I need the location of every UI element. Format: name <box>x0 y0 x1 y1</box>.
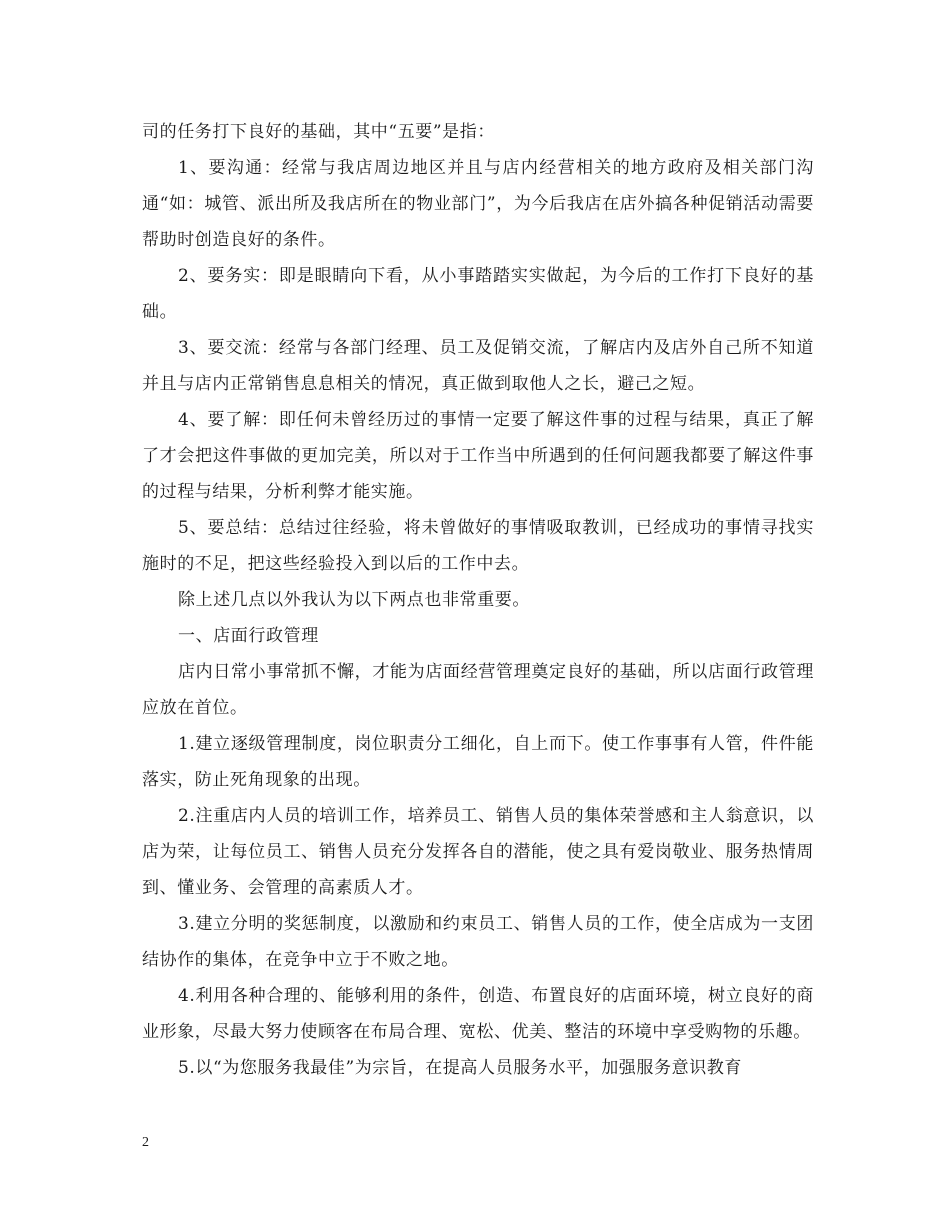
paragraph-understand: 4、要了解：即任何未曾经历过的事情一定要了解这件事的过程与结果，真正了解了才会把这件事做的更加完美，所以对于工作当中所遇到的任何问题我都要了解这件事的过程与结果，分析利弊才能实施。 <box>142 410 814 502</box>
paragraph-summarize: 5、要总结：总结过往经验，将未曾做好的事情吸取教训，已经成功的事情寻找实施时的不足，把这些经验投入到以后的工作中去。 <box>142 518 814 574</box>
paragraph-item-4: 4.利用各种合理的、能够利用的条件，创造、布置良好的店面环境，树立良好的商业形象，尽最大努力使顾客在布局合理、宽松、优美、整洁的环境中享受购物的乐趣。 <box>142 986 814 1042</box>
paragraph-continuation: 司的任务打下良好的基础，其中“五要”是指： <box>142 122 495 142</box>
paragraph-transition: 除上述几点以外我认为以下两点也非常重要。 <box>178 590 530 610</box>
paragraph-admin-intro: 店内日常小事常抓不懈，才能为店面经营管理奠定良好的基础，所以店面行政管理应放在首位。 <box>142 662 814 718</box>
paragraph-exchange: 3、要交流：经常与各部门经理、员工及促销交流，了解店内及店外自己所不知道并且与店内正常销售息息相关的情况，真正做到取他人之长，避己之短。 <box>142 338 814 394</box>
paragraph-item-2: 2.注重店内人员的培训工作，培养员工、销售人员的集体荣誉感和主人翁意识，以店为荣，让每位员工、销售人员充分发挥各自的潜能，使之具有爱岗敬业、服务热情周到、懂业务、会管理的高素质人才。 <box>142 806 814 898</box>
section-heading-admin: 一、店面行政管理 <box>178 626 319 646</box>
paragraph-item-5: 5.以“为您服务我最佳”为宗旨，在提高人员服务水平，加强服务意识教育 <box>178 1058 742 1078</box>
paragraph-practical: 2、要务实：即是眼睛向下看，从小事踏踏实实做起，为今后的工作打下良好的基础。 <box>142 266 814 322</box>
paragraph-communicate: 1、要沟通：经常与我店周边地区并且与店内经营相关的地方政府及相关部门沟通“如：城管、派出所及我店所在的物业部门”，为今后我店在店外搞各种促销活动需要帮助时创造良好的条件。 <box>142 158 814 250</box>
paragraph-item-3: 3.建立分明的奖惩制度，以激励和约束员工、销售人员的工作，使全店成为一支团结协作的集体，在竞争中立于不败之地。 <box>142 914 814 970</box>
paragraph-item-1: 1.建立逐级管理制度，岗位职责分工细化，自上而下。使工作事事有人管，件件能落实，防止死角现象的出现。 <box>142 734 814 790</box>
page-number: 2 <box>142 1135 149 1150</box>
document-body <box>142 114 814 1086</box>
